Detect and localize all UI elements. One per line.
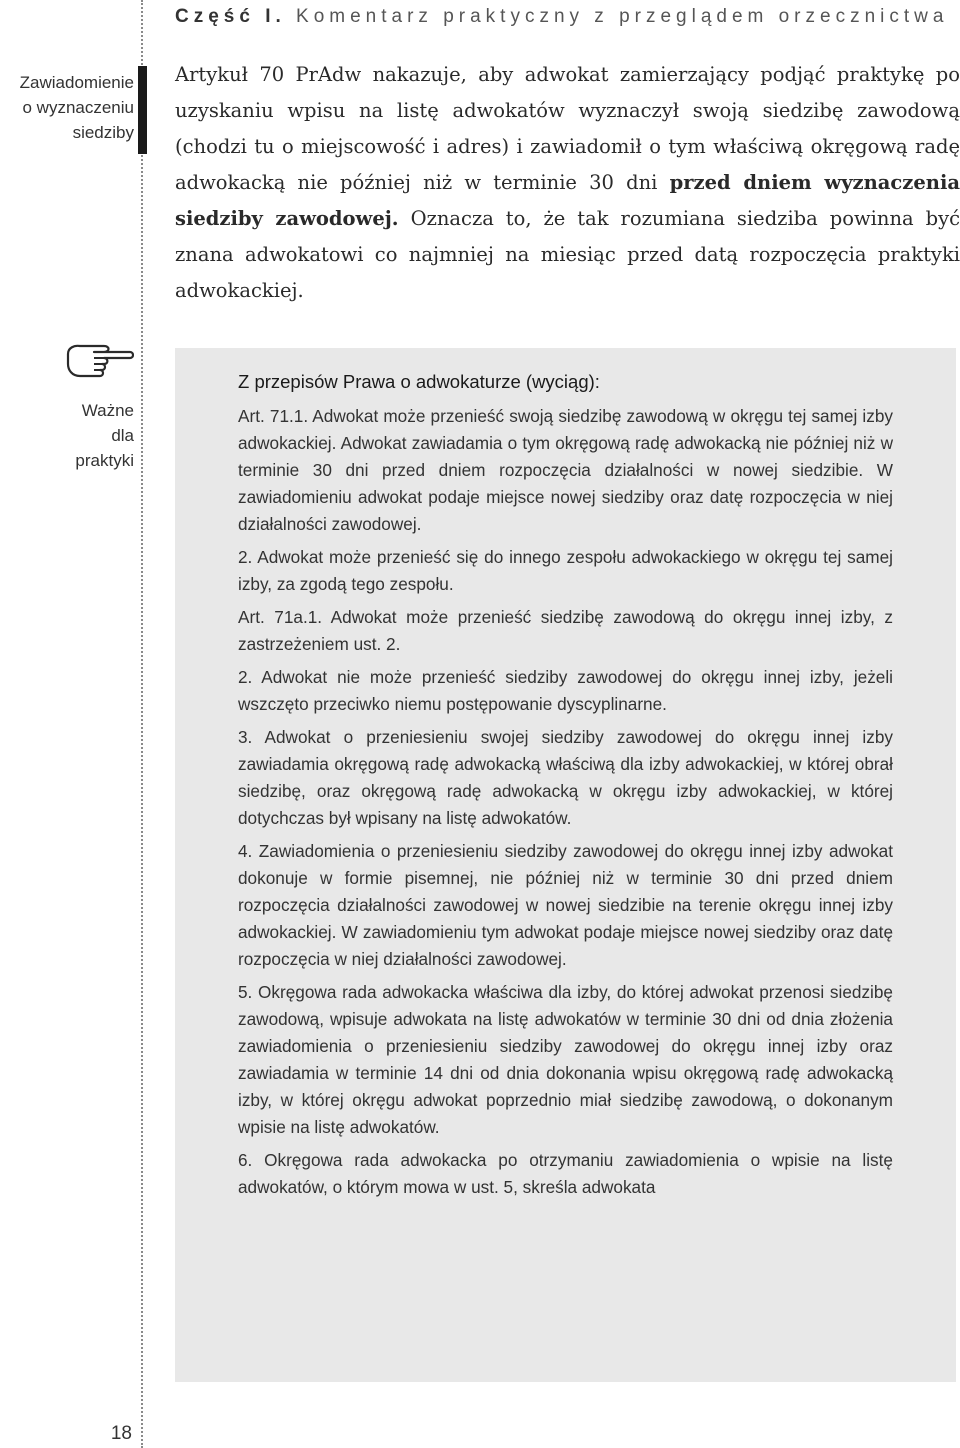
margin-note-marker xyxy=(138,66,147,154)
important-note-line: praktyki xyxy=(75,451,134,470)
running-header xyxy=(175,6,948,28)
statute-paragraph: 2. Adwokat może przenieść się do innego zespołu adwokackiego w okręgu tej samej izby, za zgodą tego zespołu. xyxy=(238,547,893,594)
important-note xyxy=(0,398,134,473)
statute-paragraph: 3. Adwokat o przeniesieniu swojej siedziby zawodowej do okręgu innej izby zawiadamia okręgową radę adwokacką właściwą dla izby adwokackiej, w której obrał siedzibę, oraz okręgową radę adwokacką w okręgu izby adwokackiej, w której dotychczas był wpisany na listę adwokatów. xyxy=(238,727,893,828)
main-intro: Artykuł 70 PrAdw nakazuje, aby adwokat zamierzający podjąć praktykę po uzyskaniu wpisu na listę adwokatów wyznaczył swoją siedzibę zawodową (chodzi tu o miejscowość i adres) i zawiadomił o tym właściwą okręgową radę adwokacką nie później niż w terminie 30 dni xyxy=(175,63,960,194)
statute-paragraph: Art. 71.1. Adwokat może przenieść swoją siedzibę zawodową w okręgu tej samej izby adwokackiej. Adwokat zawiadamia o tym okręgową radę adwokacką nie później niż w terminie 30 dni przed dniem rozpoczęcia działalności w nowej siedzibie. W zawiadomieniu adwokat podaje miejsce nowej siedziby oraz datę rozpoczęcia w niej działalności zawodowej. xyxy=(238,406,893,534)
margin-note-line: siedziby xyxy=(72,123,134,142)
main-rest: Oznacza to, że tak rozumiana siedziba powinna być znana adwokatowi co najmniej na miesiąc przed datą rozpoczęcia praktyki adwokackiej. xyxy=(175,207,960,302)
margin-divider xyxy=(141,0,143,1448)
statute-excerpt-content xyxy=(238,368,893,1207)
statute-excerpt-title: Z przepisów Prawa o adwokaturze (wyciąg): xyxy=(238,371,600,392)
statute-paragraph: 2. Adwokat nie może przenieść siedziby zawodowej do okręgu innej izby, jeżeli wszczęto przeciwko niemu postępowanie dyscyplinarne. xyxy=(238,667,893,714)
pointing-hand-icon xyxy=(64,340,134,382)
main-paragraph xyxy=(175,57,960,309)
statute-paragraph: 6. Okręgowa rada adwokacka po otrzymaniu zawiadomienia o wpisie na listę adwokatów, o którym mowa w ust. 5, skreśla adwokata xyxy=(238,1150,893,1197)
statute-paragraph: 4. Zawiadomienia o przeniesieniu siedziby zawodowej do okręgu innej izby adwokat dokonuje w formie pisemnej, nie później niż w terminie 30 dni przed dniem rozpoczęcia działalności zawodowej w nowej siedzibie na terenie okręgu innej izby adwokackiej. W zawiadomieniu tym adwokat podaje miejsce nowej siedziby oraz datę rozpoczęcia w niej działalności zawodowej. xyxy=(238,841,893,969)
statute-paragraph: Art. 71a.1. Adwokat może przenieść siedzibę zawodową do okręgu innej izby, z zastrzeżeniem ust. 2. xyxy=(238,607,893,654)
header-title: Komentarz praktyczny z przeglądem orzecznictwa xyxy=(296,6,949,27)
margin-note-line: o wyznaczeniu xyxy=(22,98,134,117)
main-bold-phrase: przed dniem wyznaczenia siedziby zawodowej. xyxy=(175,171,960,230)
important-note-line: Ważne xyxy=(81,401,134,420)
margin-note-line: Zawiadomienie xyxy=(19,73,134,92)
page-number: 18 xyxy=(110,1423,132,1444)
margin-note xyxy=(0,70,134,145)
part-label: Część I. xyxy=(175,6,286,27)
important-note-line: dla xyxy=(111,426,134,445)
statute-paragraph: 5. Okręgowa rada adwokacka właściwa dla izby, do której adwokat przenosi siedzibę zawodową, wpisuje adwokata na listę adwokatów w terminie 30 dni od dnia złożenia zawiadomienia o przeniesieniu siedziby zawodowej do okręgu innej izby oraz zawiadamia w terminie 14 dni od dnia dokonania wpisu okręgową radę adwokacką izby, w której okręgu adwokat poprzednio miał siedzibę zawodową, o dokonanym wpisie na listę adwokatów. xyxy=(238,982,893,1137)
